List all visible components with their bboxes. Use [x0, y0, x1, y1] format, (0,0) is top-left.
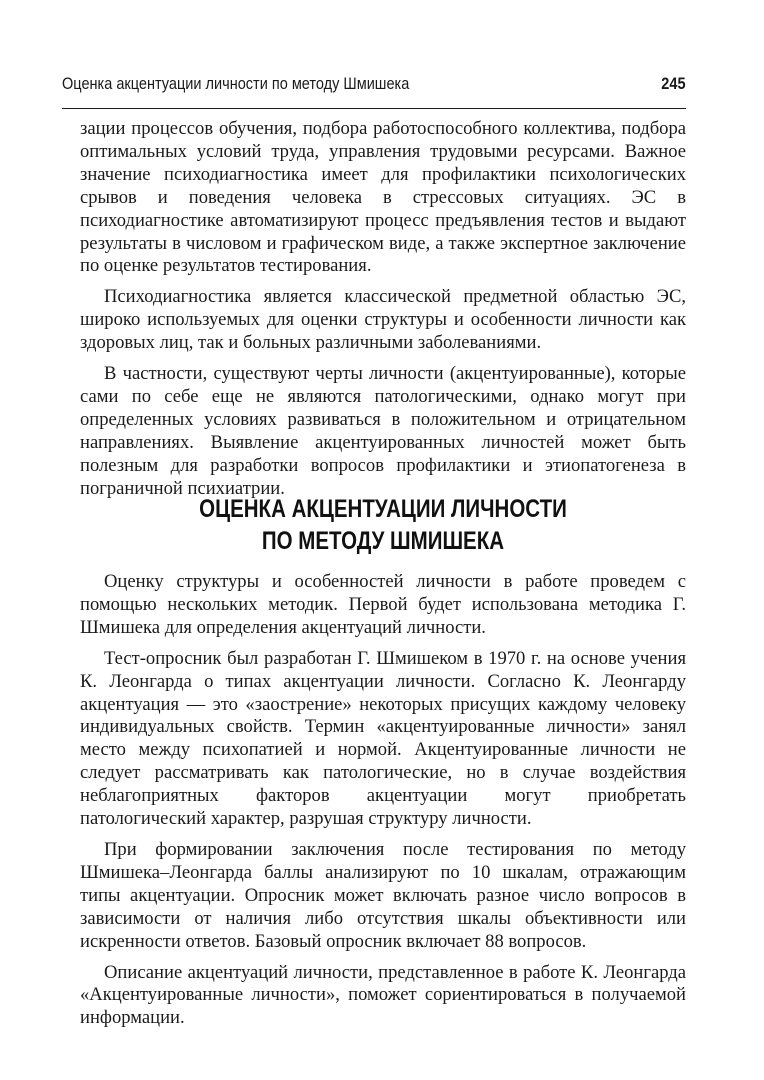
section-heading-line: ПО МЕТОДУ ШМИШЕКА: [261, 527, 505, 555]
paragraph: В частности, существуют черты личности (акцентуированные), которые сами по себе еще не являются патологическими, однако могут при определенных условиях развиваться в положительном и отрицательном направлениях. Выявление акцентуированных личностей может быть полезным для разработки вопросов профилактики и этиопатогенеза в пограничной психиатрии.: [80, 363, 686, 499]
paragraph: Оценку структуры и особенностей личности в работе проведем с помощью нескольких методик. Первой будет использована методика Г. Шмишека для определения акцентуаций личности.: [80, 571, 686, 638]
paragraph: Тест-опросник был разработан Г. Шмишеком в 1970 г. на основе учения К. Леонгарда о типах акцентуации личности. Согласно К. Леонгарду акцентуация — это «заострение» некоторых присущих каждому человеку индивидуальных свойств. Термин «акцентуированные личности» занял место между психопатией и нормой. Акцентуированные личности не следует рассматривать как патологические, но в случае воздействия неблагоприятных факторов акцентуации могут приобретать патологический характер, разрушая структуру личности.: [80, 647, 686, 830]
section-body: [80, 571, 686, 1030]
paragraph: Психодиагностика является классической предметной областью ЭС, широко используемых для оценки структуры и особенности личности как здоровых лиц, так и больных различными заболеваниями.: [80, 286, 686, 354]
paragraph: зации процессов обучения, подбора работоспособного коллектива, подбора оптимальных условий труда, управления трудовыми ресурсами. Важное значение психодиагностика имеет для профилактики психологических срывов и поведения человека в стрессовых ситуациях. ЭС в психодиагностике автоматизируют процесс предъявления тестов и выдают результаты в числовом и графическом виде, а также экспертное заключение по оценке результатов тестирования.: [80, 118, 686, 277]
intro-text: [80, 118, 686, 501]
paragraph: При формировании заключения после тестирования по методу Шмишека–Леонгарда баллы анализируют по 10 шкалам, отражающим типы акцентуации. Опросник может включать разное число вопросов в зависимости от наличия либо отсутствия шкалы объективности или искренности ответов. Базовый опросник включает 88 вопросов.: [80, 838, 686, 952]
running-title: Оценка акцентуации личности по методу Шмишека: [62, 75, 410, 93]
section-heading: [80, 493, 686, 557]
running-header: [62, 68, 686, 109]
paragraph: Описание акцентуаций личности, представленное в работе К. Леонгарда «Акцентуированные личности», поможет сориентироваться в получаемой информации.: [80, 961, 686, 1029]
page-number: 245: [661, 75, 686, 93]
section-heading-line: ОЦЕНКА АКЦЕНТУАЦИИ ЛИЧНОСТИ: [199, 495, 567, 523]
